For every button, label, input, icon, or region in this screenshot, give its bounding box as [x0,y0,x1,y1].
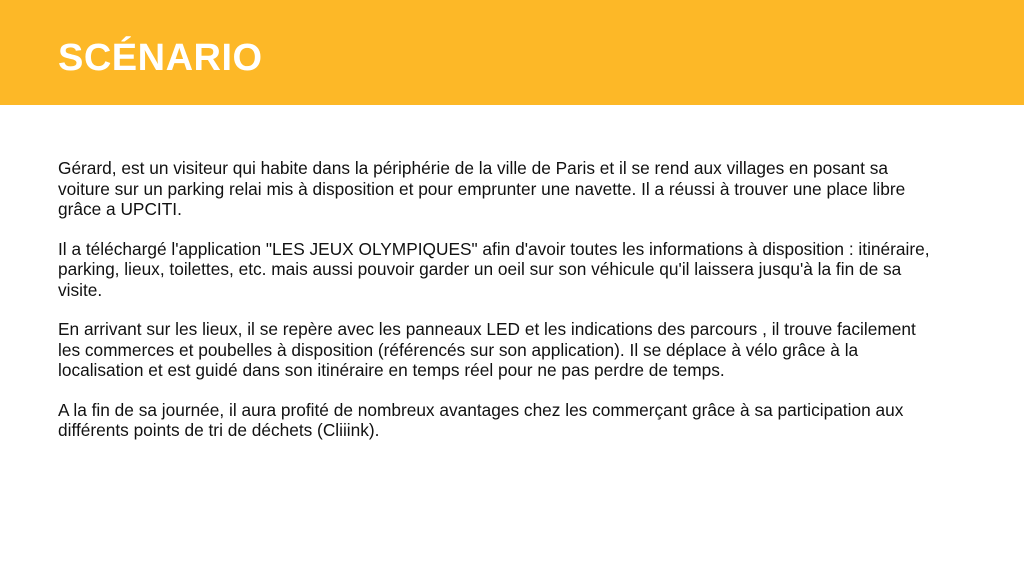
paragraph-app: Il a téléchargé l'application "LES JEUX OLYMPIQUES" afin d'avoir toutes les informations à disposition : itinéraire, parking, lieux, toilettes, etc. mais aussi pouvoir garder un oeil sur son véhicule qu'il laissera jusqu'à la fin de sa visite. [58,238,930,300]
paragraph-on-site: En arrivant sur les lieux, il se repère avec les panneaux LED et les indications des parcours , il trouve facilement les commerces et poubelles à disposition (référencés sur son application). Il se déplace à vélo grâce à la localisation et est guidé dans son itinéraire en temps réel pour ne pas perdre de temps. [58,319,916,380]
paragraph-end-of-day: A la fin de sa journée, il aura profité de nombreux avantages chez les commerçant grâce à sa participation aux différents points de tri de déchets (Cliiink). [58,399,904,440]
paragraph-arrival: Gérard, est un visiteur qui habite dans la périphérie de la ville de Paris et il se rend aux villages en posant sa voiture sur un parking relai mis à disposition et pour emprunter une navette. Il a réussi à trouver une place libre grâce a UPCITI. [58,158,906,219]
slide-title: SCÉNARIO [58,37,263,79]
slide-body [58,158,938,460]
